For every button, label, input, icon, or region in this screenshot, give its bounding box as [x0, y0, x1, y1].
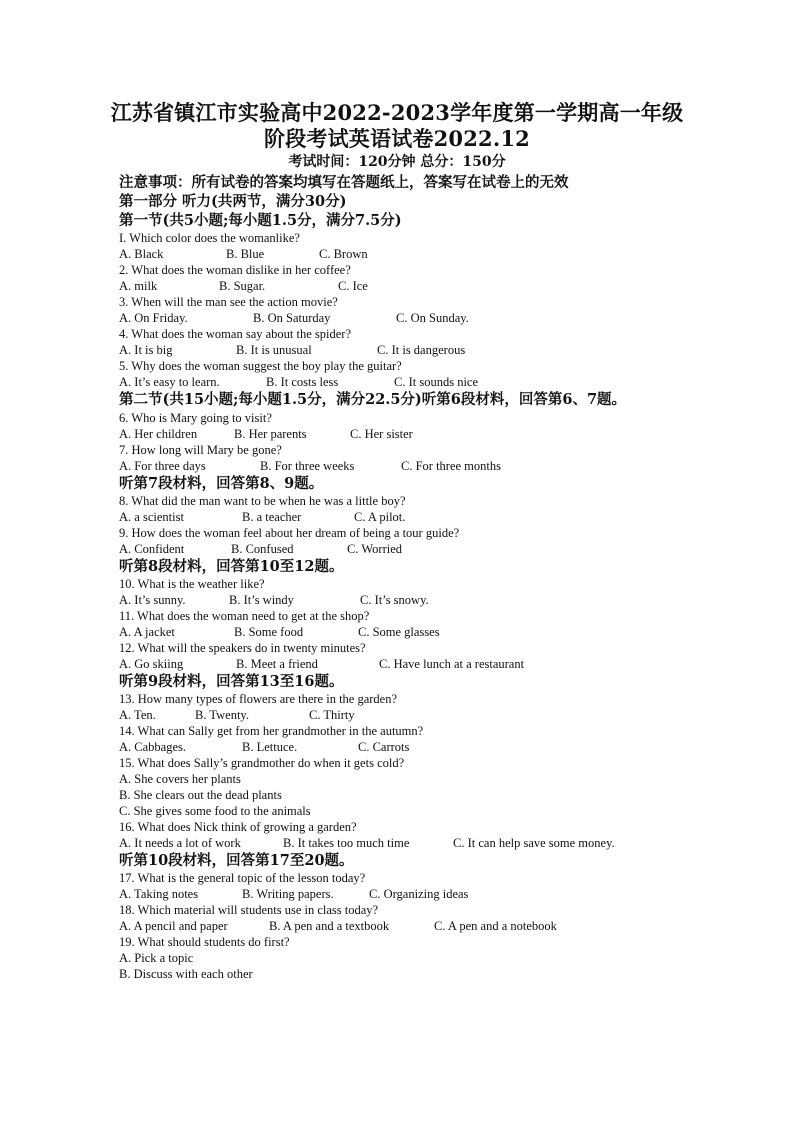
option: C. Have lunch at a restaurant: [379, 657, 525, 671]
option: B. Blue: [226, 247, 265, 261]
option: C. She gives some food to the animals: [119, 804, 311, 818]
option: A. A pencil and paper: [119, 919, 228, 933]
section-heading: 第二节(共15小题;每小题1.5分，满分22.5分)听第6段材料，回答第6、7题。: [119, 391, 627, 408]
option: B. It’s windy: [229, 593, 294, 607]
options-row: [119, 835, 679, 851]
question: 7. How long will Mary be gone?: [119, 443, 282, 457]
question: 11. What does the woman need to get at the shop?: [119, 609, 370, 623]
option: A. Pick a topic: [119, 951, 194, 965]
section-heading: 第一节(共5小题;每小题1.5分，满分7.5分): [119, 212, 402, 229]
options-row: [119, 310, 679, 326]
option: A. A jacket: [119, 625, 175, 639]
question: 9. How does the woman feel about her dream of being a tour guide?: [119, 526, 460, 540]
part-heading: 第一部分 听力(共两节，满分30分): [119, 193, 347, 210]
option: C. It sounds nice: [394, 375, 479, 389]
option: A. Her children: [119, 427, 198, 441]
option: B. Discuss with each other: [119, 967, 253, 981]
option: C. On Sunday.: [396, 311, 469, 325]
option: B. It is unusual: [236, 343, 312, 357]
option: C. Thirty: [309, 708, 355, 722]
options-row: [119, 426, 679, 442]
options-row: [119, 342, 679, 358]
question: 3. When will the man see the action movie?: [119, 295, 338, 309]
option: B. Twenty.: [195, 708, 249, 722]
option: B. Her parents: [234, 427, 307, 441]
exam-title-line2: 阶段考试英语试卷2022.12: [264, 126, 530, 151]
material-heading: 听第9段材料，回答第13至16题。: [119, 673, 344, 690]
option: B. It takes too much time: [283, 836, 410, 850]
question: 12. What will the speakers do in twenty minutes?: [119, 641, 366, 655]
options-row: [119, 458, 679, 474]
option: A. a scientist: [119, 510, 184, 524]
option: A. She covers her plants: [119, 772, 241, 786]
material-heading: 听第10段材料，回答第17至20题。: [119, 852, 354, 869]
option: C. For three months: [401, 459, 501, 473]
option: C. A pilot.: [354, 510, 406, 524]
option: C. Some glasses: [358, 625, 440, 639]
options-row: [119, 246, 679, 262]
option: A. It’s sunny.: [119, 593, 186, 607]
options-row: [119, 624, 679, 640]
option: A. On Friday.: [119, 311, 188, 325]
option: B. She clears out the dead plants: [119, 788, 282, 802]
question: 14. What can Sally get from her grandmother in the autumn?: [119, 724, 424, 738]
question: 8. What did the man want to be when he was a little boy?: [119, 494, 406, 508]
options-row: [119, 739, 679, 755]
question: 16. What does Nick think of growing a garden?: [119, 820, 357, 834]
option: B. a teacher: [242, 510, 302, 524]
question: 15. What does Sally’s grandmother do when it gets cold?: [119, 756, 405, 770]
option: A. It’s easy to learn.: [119, 375, 220, 389]
question: 18. Which material will students use in class today?: [119, 903, 379, 917]
option: B. A pen and a textbook: [269, 919, 390, 933]
question: 10. What is the weather like?: [119, 577, 265, 591]
question: 5. Why does the woman suggest the boy play the guitar?: [119, 359, 402, 373]
options-row: [119, 278, 679, 294]
exam-info: 考试时间：120分钟 总分：150分: [288, 154, 506, 170]
option: A. Confident: [119, 542, 185, 556]
option: C. It is dangerous: [377, 343, 466, 357]
material-heading: 听第8段材料，回答第10至12题。: [119, 558, 344, 575]
options-row: [119, 374, 679, 390]
option: A. It needs a lot of work: [119, 836, 241, 850]
options-row: [119, 656, 679, 672]
option: B. For three weeks: [260, 459, 355, 473]
question: 13. How many types of flowers are there in the garden?: [119, 692, 398, 706]
option: B. Writing papers.: [242, 887, 334, 901]
option: A. Taking notes: [119, 887, 199, 901]
option: C. Worried: [347, 542, 403, 556]
options-row: [119, 918, 679, 934]
option: A. milk: [119, 279, 158, 293]
option: B. Confused: [231, 542, 294, 556]
material-heading: 听第7段材料，回答第8、9题。: [119, 475, 324, 492]
options-row: [119, 541, 679, 557]
option: A. Ten.: [119, 708, 156, 722]
option: B. Meet a friend: [236, 657, 318, 671]
question: 19. What should students do first?: [119, 935, 290, 949]
option: C. Ice: [338, 279, 368, 293]
exam-title-line1: 江苏省镇江市实验高中2022-2023学年度第一学期高一年级: [110, 100, 684, 125]
question: 6. Who is Mary going to visit?: [119, 411, 272, 425]
option: C. Organizing ideas: [369, 887, 469, 901]
option: B. Sugar.: [219, 279, 266, 293]
options-row: [119, 592, 679, 608]
exam-content: [119, 173, 679, 982]
options-row: [119, 707, 679, 723]
option: C. Brown: [319, 247, 368, 261]
option: A. Go skiing: [119, 657, 184, 671]
option: B. Some food: [234, 625, 304, 639]
option: A. Black: [119, 247, 164, 261]
option: A. It is big: [119, 343, 173, 357]
notice: 注意事项：所有试卷的答案均填写在答题纸上，答案写在试卷上的无效: [119, 174, 569, 191]
question: 17. What is the general topic of the lesson today?: [119, 871, 366, 885]
option: B. It costs less: [266, 375, 339, 389]
option: C. It’s snowy.: [360, 593, 429, 607]
question: 4. What does the woman say about the spider?: [119, 327, 352, 341]
option: B. On Saturday: [253, 311, 331, 325]
options-row: [119, 886, 679, 902]
question: 2. What does the woman dislike in her coffee?: [119, 263, 351, 277]
option: C. A pen and a notebook: [434, 919, 557, 933]
option: C. Carrots: [358, 740, 410, 754]
option: B. Lettuce.: [242, 740, 298, 754]
option: A. For three days: [119, 459, 206, 473]
options-row: [119, 509, 679, 525]
option: C. It can help save some money.: [453, 836, 615, 850]
option: A. Cabbages.: [119, 740, 186, 754]
question: I. Which color does the womanlike?: [119, 231, 300, 245]
option: C. Her sister: [350, 427, 413, 441]
